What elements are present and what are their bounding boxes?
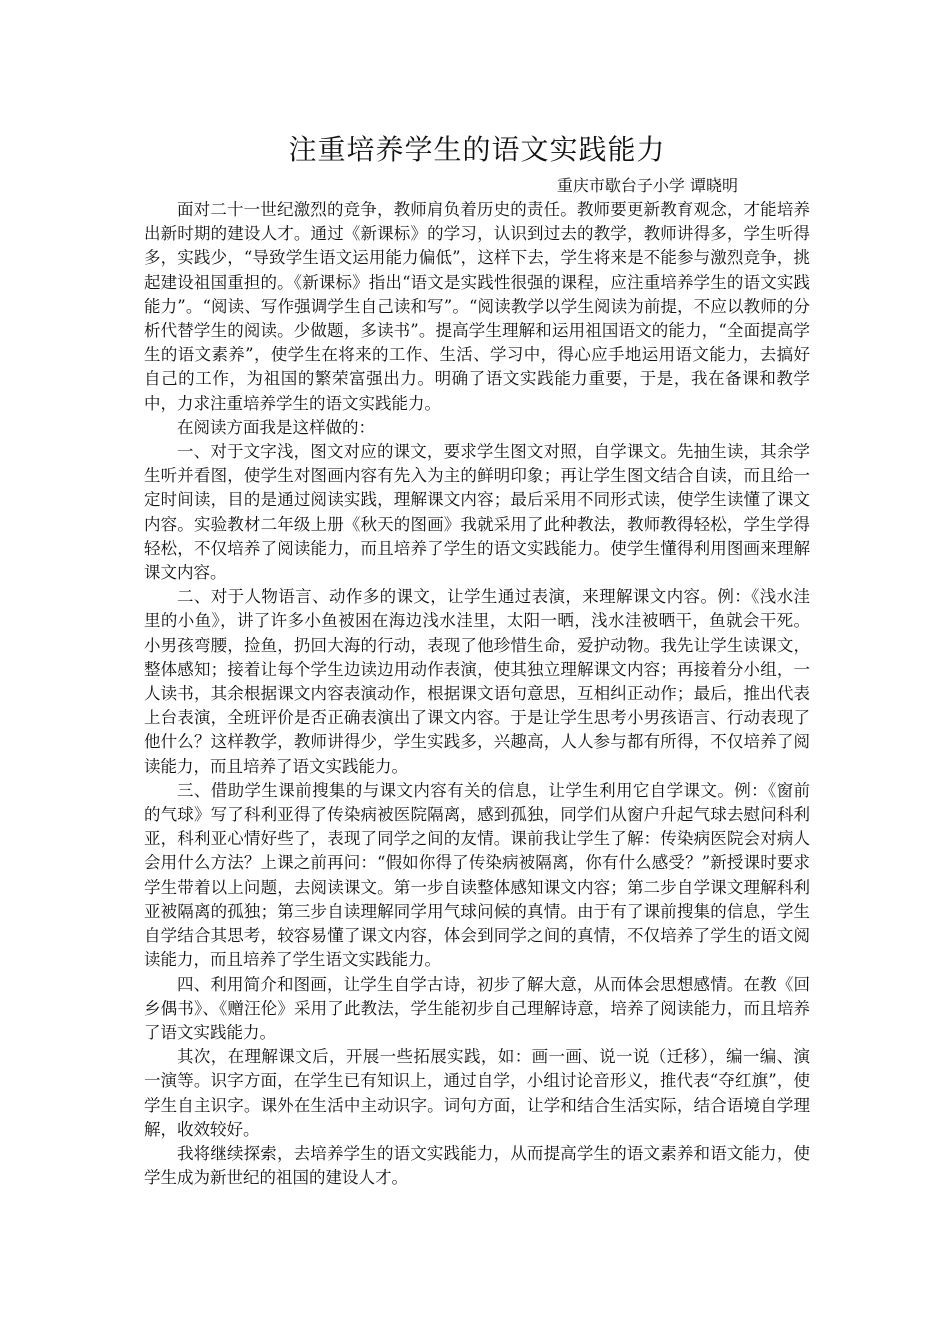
paragraph-method-one: 一、对于文字浅，图文对应的课文，要求学生图文对照，自学课文。先抽生读，其余学生听并看图，使学生对图画内容有先入为主的鲜明印象；再让学生图文结合自读，而且给一定时间读，目的是通过阅读实践，理解课文内容；最后采用不同形式读，使学生读懂了课文内容。实验教材二年级上册《秋天的图画》我就采用了此种教法，教师教得轻松，学生学得轻松，不仅培养了阅读能力，而且培养了学生的语文实践能力。使学生懂得利用图画来理解课文内容。 bbox=[144, 442, 810, 583]
paragraph-intro: 面对二十一世纪激烈的竞争，教师肩负着历史的责任。教师要更新教育观念，才能培养出新时期的建设人才。通过《新课标》的学习，认识到过去的教学，教师讲得多，学生听得多，实践少，“导致学生语文运用能力偏低”，这样下去，学生将来是不能参与激烈竞争，挑起建设祖国重担的。《新课标》指出“语文是实践性很强的课程，应注重培养学生的语文实践能力”。“阅读、写作强调学生自己读和写”。“阅读教学以学生阅读为前提，不应以教师的分析代替学生的阅读。少做题，多读书”。提高学生理解和运用祖国语文的能力，“全面提高学生的语文素养”，使学生在将来的工作、生活、学习中，得心应手地运用语文能力，去搞好自己的工作，为祖国的繁荣富强出力。明确了语文实践能力重要，于是，我在备课和教学中，力求注重培养学生的语文实践能力。 bbox=[144, 200, 810, 413]
document-author: 重庆市歇台子小学 谭晓明 bbox=[556, 176, 738, 195]
paragraph-extension: 其次，在理解课文后，开展一些拓展实践，如：画一画、说一说（迁移），编一编、演一演等。识字方面，在学生已有知识上，通过自学，小组讨论音形义，推代表“夺红旗”，使学生自主识字。课外在生活中主动识字。词句方面，让学和结合生活实际，结合语境自学理解，收效较好。 bbox=[144, 1047, 810, 1139]
paragraph-method-two: 二、对于人物语言、动作多的课文，让学生通过表演，来理解课文内容。例：《浅水洼里的小鱼》，讲了许多小鱼被困在海边浅水洼里，太阳一晒，浅水洼被晒干，鱼就会干死。小男孩弯腰，捡鱼，扔回大海的行动，表现了他珍惜生命，爱护动物。我先让学生读课文，整体感知；接着让每个学生边读边用动作表演，使其独立理解课文内容；再接着分小组，一人读书，其余根据课文内容表演动作，根据课文语句意思，互相纠正动作；最后，推出代表上台表演，全班评价是否正确表演出了课文内容。于是让学生思考小男孩语言、行动表现了他什么？这样教学，教师讲得少，学生实践多，兴趣高，人人参与都有所得，不仅培养了阅读能力，而且培养了语文实践能力。 bbox=[144, 587, 810, 776]
paragraph-reading-heading: 在阅读方面我是这样做的： bbox=[177, 417, 375, 437]
document-page bbox=[144, 128, 810, 1190]
document-body bbox=[144, 198, 810, 1190]
paragraph-conclusion: 我将继续探索，去培养学生的语文实践能力，从而提高学生的语文素养和语文能力，使学生成为新世纪的祖国的建设人才。 bbox=[144, 1143, 810, 1188]
paragraph-method-four: 四、利用简介和图画，让学生自学古诗，初步了解大意，从而体会思想感情。在教《回乡偶书》、《赠汪伦》采用了此教法，学生能初步自己理解诗意，培养了阅读能力，而且培养了语文实践能力。 bbox=[144, 974, 810, 1042]
document-title: 注重培养学生的语文实践能力 bbox=[288, 133, 666, 166]
paragraph-method-three: 三、借助学生课前搜集的与课文内容有关的信息，让学生利用它自学课文。例：《窗前的气球》写了科利亚得了传染病被医院隔离，感到孤独，同学们从窗户升起气球去慰问科利亚，科利亚心情好些了，表现了同学之间的友情。课前我让学生了解：传染病医院会对病人会用什么方法？上课之前再问：“假如你得了传染病被隔离，你有什么感受？”新授课时要求学生带着以上问题，去阅读课文。第一步自读整体感知课文内容；第二步自学课文理解科利亚被隔离的孤独；第三步自读理解同学用气球问候的真情。由于有了课前搜集的信息，学生自学结合其思考，较容易懂了课文内容，体会到同学之间的真情，不仅培养了学生的语文阅读能力，而且培养了学生语文实践能力。 bbox=[144, 780, 810, 970]
